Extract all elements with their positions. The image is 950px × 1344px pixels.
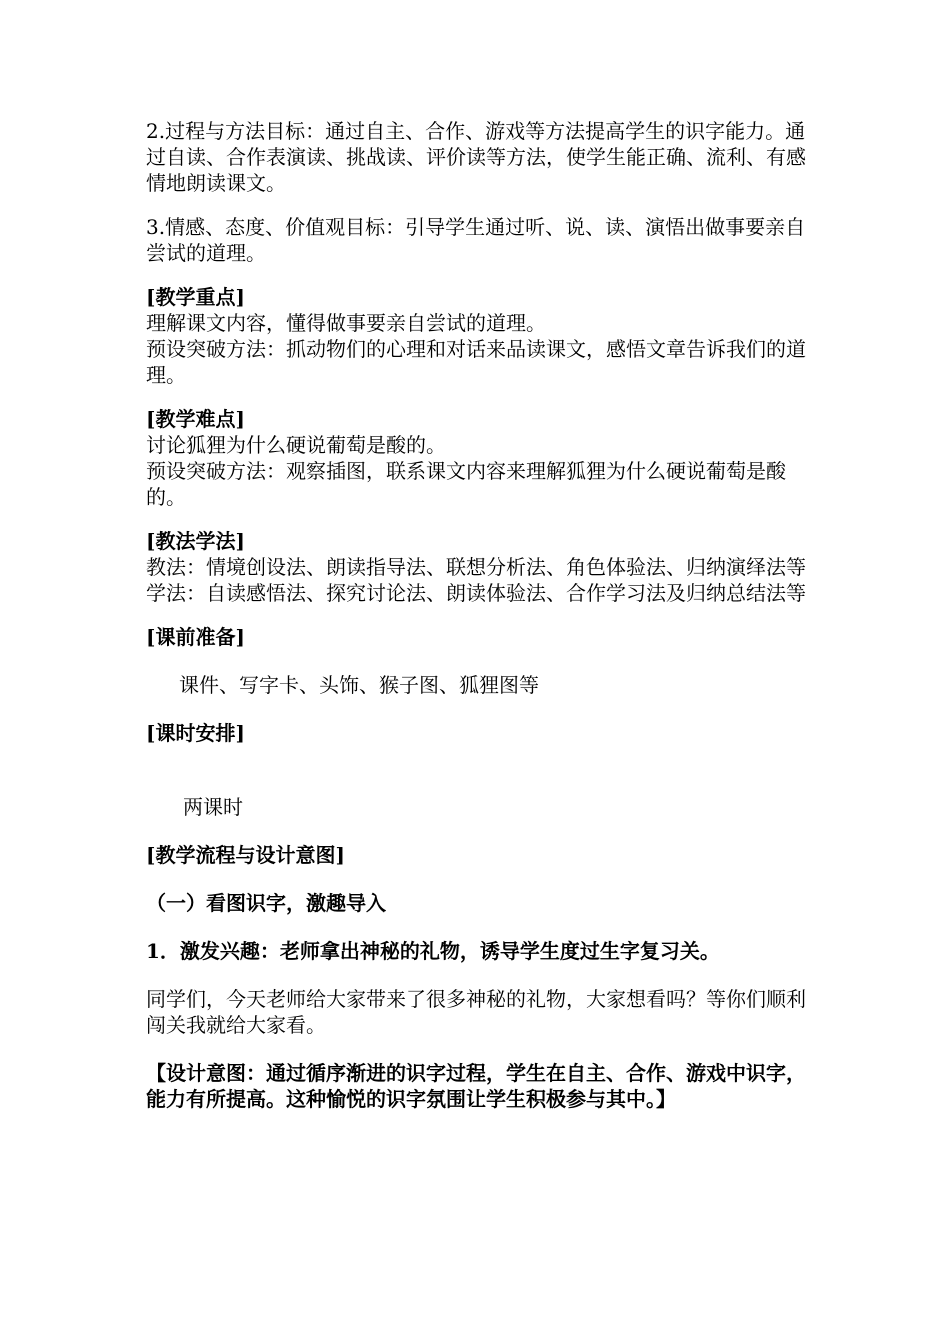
process-step-1-text: 同学们，今天老师给大家带来了很多神秘的礼物，大家想看吗？等你们顺利闯关我就给大家看。 — [146, 987, 806, 1037]
process-heading: [教学流程与设计意图] — [146, 843, 345, 867]
key-points-heading: [教学重点] — [146, 285, 245, 309]
key-points-content: 理解课文内容，懂得做事要亲自尝试的道理。 — [146, 311, 546, 335]
difficulties-heading: [教学难点] — [146, 407, 245, 431]
goal-emotion-attitude: 3.情感、态度、价值观目标：引导学生通过听、说、读、演悟出做事要亲自尝试的道理。 — [146, 215, 806, 265]
key-points-method: 预设突破方法：抓动物们的心理和对话来品读课文，感悟文章告诉我们的道理。 — [146, 337, 806, 387]
document-page — [146, 118, 810, 1112]
process-step-1: 1．激发兴趣：老师拿出神秘的礼物，诱导学生度过生字复习关。 — [146, 939, 720, 963]
design-intent: 【设计意图：通过循序渐进的识字过程，学生在自主、合作、游戏中识字，能力有所提高。这种愉悦的识字氛围让学生积极参与其中。】 — [146, 1061, 806, 1111]
goal-process-method: 2.过程与方法目标：通过自主、合作、游戏等方法提高学生的识字能力。通过自读、合作表演读、挑战读、评价读等方法，使学生能正确、流利、有感情地朗读课文。 — [146, 119, 806, 195]
preparation-heading: [课前准备] — [146, 625, 245, 649]
schedule-content: 两课时 — [183, 795, 243, 819]
schedule-heading: [课时安排] — [146, 721, 245, 745]
methods-heading: [教法学法] — [146, 529, 245, 553]
methods-teaching: 教法：情境创设法、朗读指导法、联想分析法、角色体验法、归纳演绎法等 — [146, 555, 806, 579]
difficulties-content: 讨论狐狸为什么硬说葡萄是酸的。 — [146, 433, 446, 457]
difficulties-method: 预设突破方法：观察插图，联系课文内容来理解狐狸为什么硬说葡萄是酸的。 — [146, 459, 786, 509]
methods-learning: 学法：自读感悟法、探究讨论法、朗读体验法、合作学习法及归纳总结法等 — [146, 581, 806, 605]
process-section-1: （一）看图识字，激趣导入 — [146, 891, 386, 915]
preparation-content: 课件、写字卡、头饰、猴子图、狐狸图等 — [179, 673, 539, 697]
